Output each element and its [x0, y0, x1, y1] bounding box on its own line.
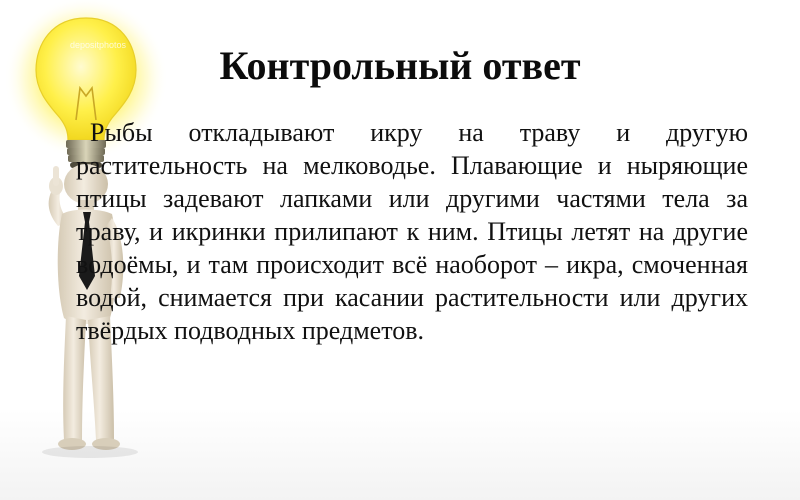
slide-body-text: Рыбы откладывают икру на траву и другую растительность на мелководье. Плавающие и ныряющие птицы задевают лапками или другими частями тела за траву, и икринки прилипают к ним. Птицы летят на другие водоёмы, и там происходит всё наоборот – икра, смоченная водой, снимается при касании растительности или других твёрдых подводных предметов. [76, 118, 748, 345]
watermark: depositphotos [70, 40, 127, 50]
slide-title: Контрольный ответ [219, 43, 581, 88]
